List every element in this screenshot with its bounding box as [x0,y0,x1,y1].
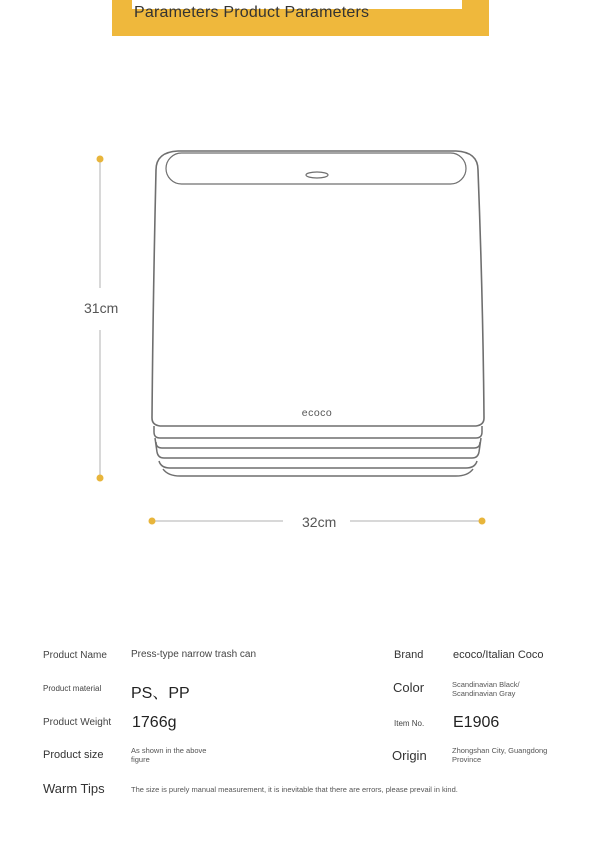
product-size-label: Product size [43,749,104,761]
product-weight-label: Product Weight [43,717,112,728]
trash-can-lid [156,151,478,184]
product-material-value: PS、PP [131,685,190,702]
brand-value: ecoco/Italian Coco [453,649,544,661]
warm-tips-value: The size is purely manual measurement, it is inevitable that there are errors, please prevail in kind. [131,785,458,794]
width-label: 32cm [302,514,337,530]
origin-value: Zhongshan City, Guangdong Province [452,746,548,764]
brand-label: Brand [394,649,424,661]
origin-label: Origin [392,748,427,763]
warm-tips-label: Warm Tips [43,781,105,796]
trash-can-body [152,170,484,426]
height-dimension-line [97,156,104,482]
product-size-value: As shown in the above figure [131,746,207,764]
item-no-label: Item No. [394,719,425,728]
height-label: 31cm [84,300,119,316]
brand-logo: ecoco [301,407,333,419]
color-value: Scandinavian Black/ Scandinavian Gray [452,680,520,698]
trash-can-illustration [0,140,600,540]
product-material-label: Product material [43,684,102,693]
product-weight-value: 1766g [132,714,177,731]
page-title: Parameters Product Parameters [134,4,370,21]
product-name-label: Product Name [43,650,107,661]
trash-can-base [154,426,482,476]
product-name-value: Press-type narrow trash can [131,649,257,660]
color-label: Color [393,680,425,695]
item-no-value: E1906 [453,714,500,731]
